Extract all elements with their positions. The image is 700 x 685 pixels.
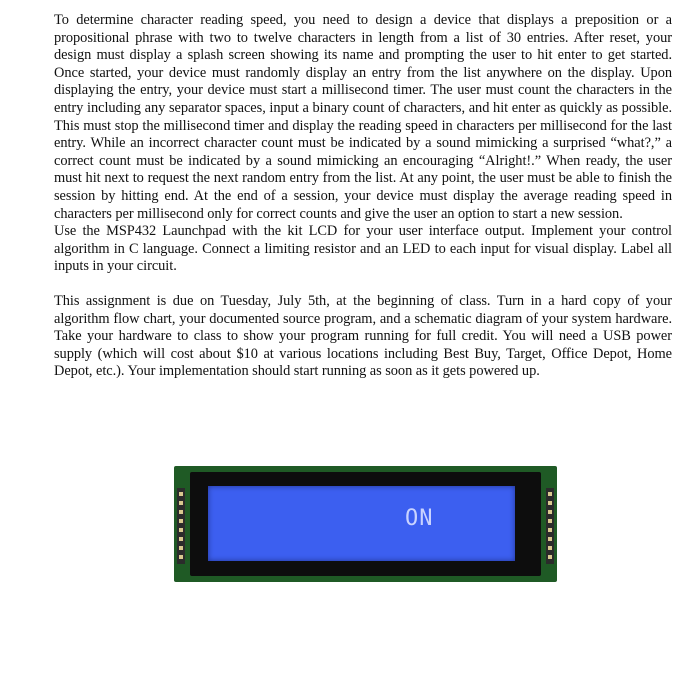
pin [548,492,552,496]
pin [548,501,552,505]
pin [548,555,552,559]
document-body [54,12,672,381]
pin [548,510,552,514]
pin [179,546,183,550]
pin [179,537,183,541]
pin [179,510,183,514]
pin [179,555,183,559]
pin [548,537,552,541]
pin [548,528,552,532]
lcd-display-text: ON [405,506,434,531]
pin [179,501,183,505]
lcd-left-pin-header [177,488,185,564]
lcd-module-image [174,466,557,582]
paragraph-requirements: To determine character reading speed, you need to design a device that displays a preposition or a propositional phrase with two to twelve characters in length from a list of 30 entries. After reset, your design must display a splash screen showing its name and prompting the user to hit enter to get started. Once started, your device must randomly display an entry from the list anywhere on the display. Upon displaying the entry, your device must start a millisecond timer. The user must count the characters in the entry including any separator spaces, input a binary count of characters, and hit enter as quickly as possible. This must stop the millisecond timer and display the reading speed in characters per millisecond for the last entry. While an incorrect character count must be indicated by a sound mimicking a surprised “what?,” a correct count must be indicated by a sound mimicking an encouraging “Alright!.” When ready, the user must hit next to request the next random entry from the list. At any point, the user must be able to finish the session by hitting end. At the end of a session, your device must display the average reading speed in characters per millisecond only for correct counts and give the user an option to start a new session. [54,12,672,222]
pin [179,528,183,532]
paragraph-spacer [54,276,672,293]
pin [548,519,552,523]
lcd-screen [208,486,515,561]
lcd-bezel [190,472,541,576]
paragraph-due-date: This assignment is due on Tuesday, July 5th, at the beginning of class. Turn in a hard copy of your algorithm flow chart, your documented source program, and a schematic diagram of your system hardware. Take your hardware to class to show your program running for full credit. You will need a USB power supply (which will cost about $10 at various locations including Best Buy, Target, Office Depot, Home Depot, etc.). Your implementation should start running as soon as it gets powered up. [54,292,672,380]
pin [548,546,552,550]
pin [179,519,183,523]
paragraph-hardware: Use the MSP432 Launchpad with the kit LCD for your user interface output. Implement your control algorithm in C language. Connect a limiting resistor and an LED to each input for visual display. Label all inputs in your circuit. [54,223,672,275]
lcd-right-pin-header [546,488,554,564]
pin [179,492,183,496]
